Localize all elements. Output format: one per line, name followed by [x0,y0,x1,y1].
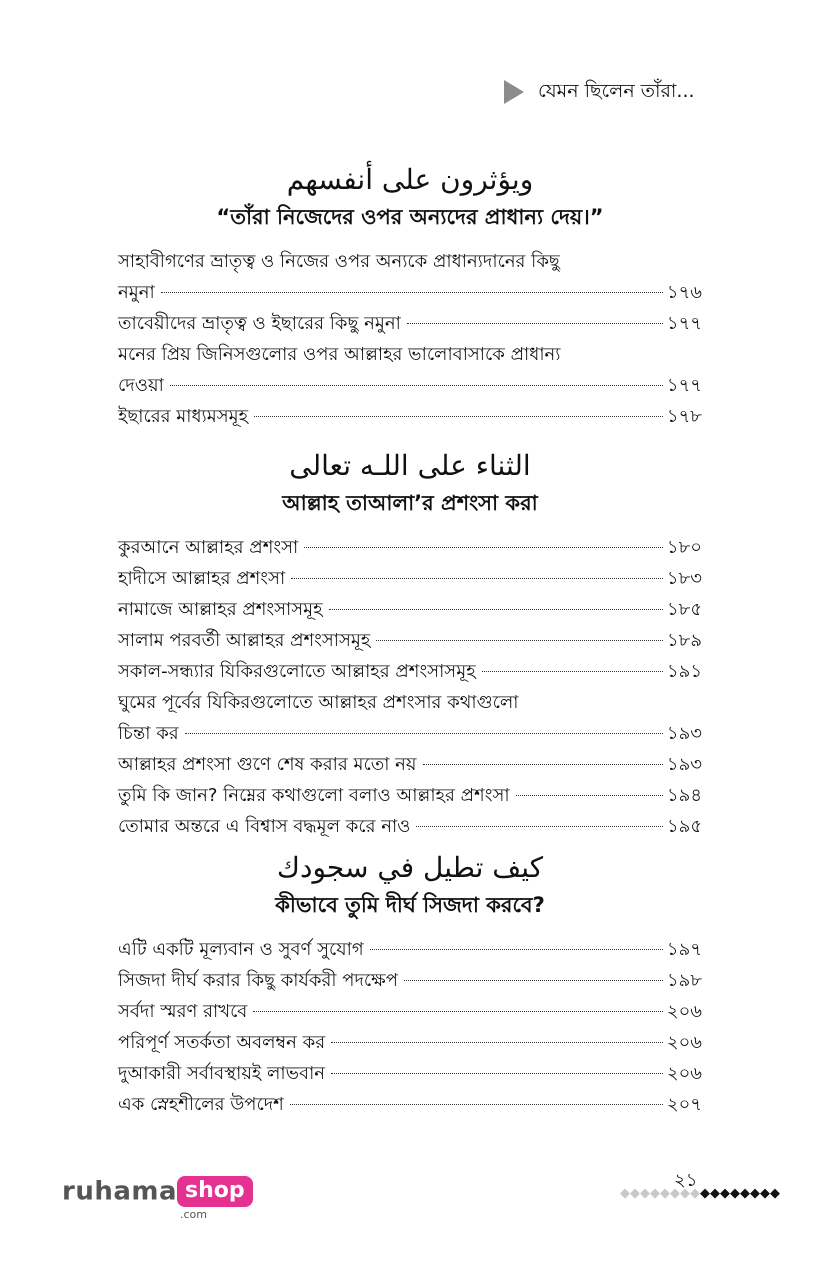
toc-entry[interactable] [118,277,702,308]
toc-page-number: ২০৬ [666,1063,702,1084]
page-number: ২১ [674,1170,698,1191]
toc-entry-title: হাদীসে আল্লাহর প্রশংসা [118,568,286,589]
toc-page-number: ২০৬ [666,1001,702,1022]
dot-leader [290,1104,663,1105]
toc-entry-title: সকাল-সন্ধ্যার যিকিরগুলোতে আল্লাহর প্রশংসাসমূহ [118,661,476,682]
toc-entry[interactable] [118,656,702,687]
toc-entry-title: ইছারের মাধ্যমসমূহ [118,406,249,427]
toc-page-number: ১৯৪ [666,785,702,806]
toc-page-number: ১৭৭ [666,313,702,334]
section-title: কীভাবে তুমি দীর্ঘ সিজদা করবে? [275,893,545,917]
dot-leader [423,764,663,765]
dot-leader [416,826,663,827]
section-arabic-heading: الثناء على اللـه تعالى [289,449,531,482]
toc-page-number: ১৯৭ [666,939,702,960]
toc-entry-title: পরিপূর্ণ সতর্কতা অবলম্বন কর [118,1032,326,1053]
play-triangle-icon [504,80,524,104]
toc-page-number: ১৭৭ [666,375,702,396]
toc-entry[interactable] [118,532,702,563]
toc-entry-title: তুমি কি জান? নিম্নের কথাগুলো বলাও আল্লাহর প্রশংসা [118,785,510,806]
logo-text-com: .com [180,1208,207,1221]
running-header [500,76,760,106]
toc-entry-title: কুরআনে আল্লাহর প্রশংসা [118,537,299,558]
dot-leader [304,547,663,548]
diamond-ornament: ◆◆◆◆◆◆◆◆◆◆◆◆◆◆◆◆ [620,1186,780,1201]
dot-leader [161,292,663,293]
toc-page-number: ১৯৩ [666,754,702,775]
toc-entry[interactable] [118,718,702,749]
logo-text-shop: shop [177,1176,253,1207]
dot-leader [253,1011,663,1012]
dot-leader [376,640,663,641]
toc-entry-title: তাবেয়ীদের ভ্রাতৃত্ব ও ইছারের কিছু নমুনা [118,313,401,334]
section-arabic-heading: ويؤثرون على أنفسهم [286,163,534,196]
toc-entry-title: এটি একটি মূল্যবান ও সুবর্ণ সুযোগ [118,939,364,960]
dot-leader [370,949,663,950]
toc-entry[interactable] [118,308,702,339]
section-title: “তাঁরা নিজেদের ওপর অন্যদের প্রাধান্য দেয়।” [216,205,604,229]
ruhamashop-logo [62,1176,253,1221]
toc-page-number: ১৭৮ [666,406,702,427]
toc-entry-first-line: ঘুমের পূর্বের যিকিরগুলোতে আল্লাহর প্রশংসার কথাগুলো [118,692,519,713]
dot-leader [404,980,663,981]
toc-page-number: ১৮৯ [666,630,702,651]
dot-leader [170,385,663,386]
toc-page-number: ১৭৬ [666,282,702,303]
toc-entry-title: তোমার অন্তরে এ বিশ্বাস বদ্ধমূল করে নাও [118,816,411,837]
toc-section [118,446,702,842]
section-arabic-heading: كيف تطيل في سجودك [276,851,544,884]
toc-entry[interactable] [118,625,702,656]
toc-entry-title: নামাজে আল্লাহর প্রশংসাসমূহ [118,599,323,620]
dot-leader [329,609,663,610]
toc-entry[interactable] [118,1058,702,1089]
section-title: আল্লাহ তাআলা’র প্রশংসা করা [282,491,538,515]
dot-leader [291,578,663,579]
toc-page-number: ২০৬ [666,1032,702,1053]
dot-leader [407,323,663,324]
toc-entry[interactable] [118,1027,702,1058]
toc-entry[interactable] [118,749,702,780]
toc-entry[interactable] [118,965,702,996]
toc-page-number: ১৯৩ [666,723,702,744]
toc-entry[interactable] [118,594,702,625]
toc-page-number: ১৯১ [666,661,702,682]
toc-entry-title: নমুনা [118,282,155,303]
dot-leader [331,1042,663,1043]
toc-entry-first-line: মনের প্রিয় জিনিসগুলোর ওপর আল্লাহর ভালোবাসাকে প্রাধান্য [118,344,561,365]
toc-entry[interactable] [118,811,702,842]
toc-entry-title: দুআকারী সর্বাবস্থায়ই লাভবান [118,1063,326,1084]
toc-entry[interactable] [118,934,702,965]
toc-page-number: ২০৭ [666,1094,702,1115]
toc-entry-first-line: সাহাবীগণের ভ্রাতৃত্ব ও নিজের ওপর অন্যকে প্রাধান্যদানের কিছু [118,251,560,272]
toc-page-number: ১৯৮ [666,970,702,991]
toc-entry[interactable] [118,370,702,401]
toc-entry[interactable] [118,401,702,432]
logo-text-ruhama: ruhama [62,1176,178,1207]
toc-entry[interactable] [118,780,702,811]
dot-leader [516,795,663,796]
toc-entry[interactable] [118,1089,702,1120]
toc-page-number: ১৮৫ [666,599,702,620]
toc-entry-title: আল্লাহর প্রশংসা গুণে শেষ করার মতো নয় [118,754,417,775]
running-title: যেমন ছিলেন তাঁরা... [538,80,695,102]
toc-page-number: ১৮০ [666,537,702,558]
toc-entry[interactable] [118,996,702,1027]
toc-entry-title: এক স্নেহশীলের উপদেশ [118,1094,284,1115]
toc-entry-title: সিজদা দীর্ঘ করার কিছু কার্যকরী পদক্ষেপ [118,970,398,991]
toc-entry-title: দেওয়া [118,375,164,396]
toc-entry-title: চিন্তা কর [118,723,179,744]
toc-entry-title: সালাম পরবর্তী আল্লাহর প্রশংসাসমূহ [118,630,371,651]
toc-page-number: ১৯৫ [666,816,702,837]
toc-section [118,160,702,432]
toc-entry[interactable] [118,563,702,594]
toc-page-number: ১৮৩ [666,568,702,589]
dot-leader [254,416,663,417]
toc-section [118,848,702,1120]
dot-leader [482,671,663,672]
dot-leader [331,1073,663,1074]
toc-entry-title: সর্বদা স্মরণ রাখবে [118,1001,248,1022]
dot-leader [185,733,663,734]
